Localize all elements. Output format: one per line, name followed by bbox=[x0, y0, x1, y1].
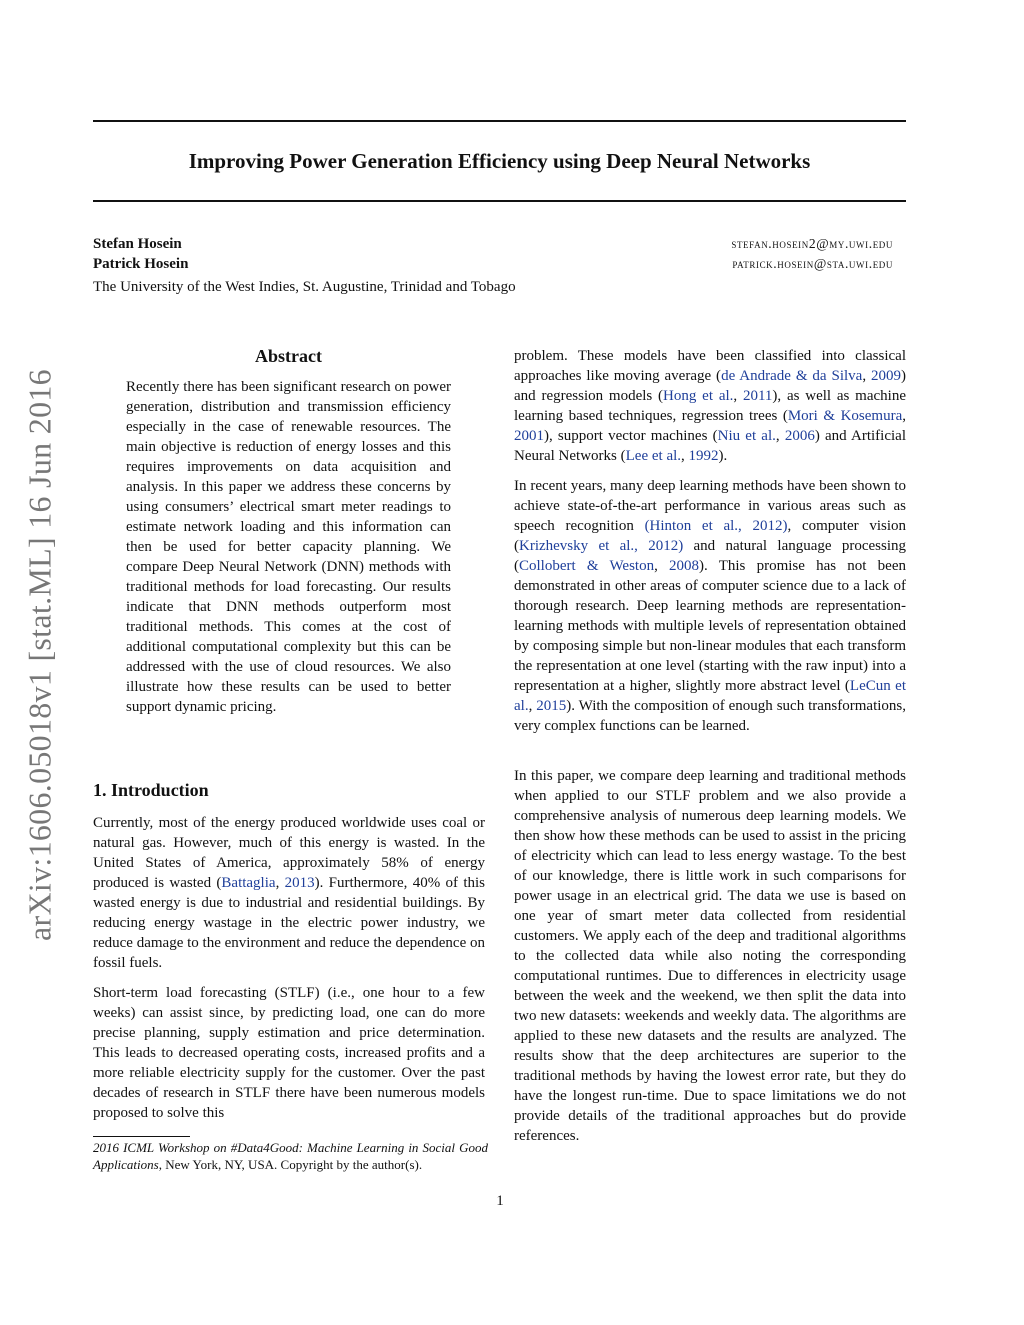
footnote-rule bbox=[93, 1136, 190, 1137]
author-email[interactable]: patrick.hosein@sta.uwi.edu bbox=[732, 256, 893, 271]
citation-link[interactable]: Lee et al. bbox=[625, 448, 682, 464]
footnote bbox=[93, 1140, 488, 1173]
paper-title: Improving Power Generation Efficiency using Deep Neural Networks bbox=[188, 149, 811, 173]
footnote-venue: 2016 ICML Workshop on #Data4Good: Machine Learning in Social Good Applications bbox=[93, 1140, 488, 1172]
citation-link[interactable]: Niu et al. bbox=[717, 428, 776, 444]
citation-link[interactable]: Krizhevsky et al., 2012) bbox=[519, 538, 684, 554]
citation-link[interactable]: Hong et al. bbox=[663, 388, 734, 404]
top-rule bbox=[93, 120, 906, 122]
citation-link[interactable]: Collobert & Weston bbox=[519, 558, 655, 574]
intro-paragraph-4: In recent years, many deep learning methods have been shown to achieve state-of-the-art performance in various areas such as speech recognition (Hinton et al., 2012), computer vision (Krizhevsky et al., 2012) and natural language processing (Collobert & Weston, 2008). This promise has not been demonstrated in other areas of computer science due to a lack of thorough research. Deep learning methods are representation-learning methods with multiple levels of representation obtained by composing simple but non-linear modules that each transform the representation at one level (starting with the raw input) into a representation at a higher, slightly more abstract level (LeCun et al., 2015). With the composition of enough such transformations, very complex functions can be learned. bbox=[514, 478, 907, 734]
citation-link[interactable]: 2013 bbox=[284, 875, 315, 891]
intro-paragraph-1: Currently, most of the energy produced worldwide uses coal or natural gas. However, much of this energy is wasted. In the United States of America, approximately 58% of energy produced is wasted (Battaglia, 2013). Furthermore, 40% of this wasted energy is due to industrial and residential buildings. By reducing energy wastage in the electric power industry, we reduce damage to the environment and reduce the dependence on fossil fuels. bbox=[93, 815, 486, 971]
title-bottom-rule bbox=[93, 200, 906, 202]
author-affiliation: The University of the West Indies, St. Augustine, Trinidad and Tobago bbox=[93, 279, 516, 295]
intro-paragraph-5: In this paper, we compare deep learning and traditional methods when applied to our STLF problem and we also provide a comprehensive analysis of numerous deep learning models. We then show how these methods can be used to assist in the pricing of electricity which can lead to less energy wastage. To the best of our knowledge, there is little work in such comparisons for power usage in an electrical grid. The data we use is based on one year of smart meter data collected from residential customers. We apply each of the deep and traditional algorithms to the collected data while also noting the corresponding computational runtimes. Due to differences in electricity usage between the week and the weekend, we then split the data into two new datasets: weekends and weekly data. The algorithms are applied to these new datasets and the results are analyzed. The results show that the deep architectures are superior to the traditional methods by having the lowest error rate, but they do have the longest run-time. Due to space limitations we do not provide details of the traditional approaches but do provide references. bbox=[514, 768, 906, 1144]
arxiv-stamp: arXiv:1606.05018v1 [stat.ML] 16 Jun 2016 bbox=[21, 369, 58, 941]
author-email[interactable]: stefan.hosein2@my.uwi.edu bbox=[731, 236, 893, 251]
citation-link[interactable]: 2001 bbox=[514, 428, 544, 444]
citation-link[interactable]: 1992 bbox=[688, 448, 719, 464]
page-number: 1 bbox=[496, 1193, 504, 1209]
citation-link[interactable]: 2011 bbox=[742, 388, 773, 404]
author-name: Patrick Hosein bbox=[93, 256, 189, 272]
section-heading: 1. Introduction bbox=[93, 780, 209, 800]
citation-link[interactable]: 2008 bbox=[669, 558, 700, 574]
citation-link[interactable]: LeCun et al. bbox=[514, 678, 906, 714]
citation-link[interactable]: Battaglia bbox=[221, 875, 276, 891]
citation-link[interactable]: de Andrade & da Silva bbox=[721, 368, 863, 384]
abstract-heading: Abstract bbox=[255, 346, 322, 366]
citation-link[interactable]: 2015 bbox=[536, 698, 567, 714]
abstract-text: Recently there has been significant research on power generation, distribution and transmission efficiency especially in the case of renewable resources. The main objective is reduction of energy losses and this requires improvements on data acquisition and analysis. In this paper we address these concerns by using consumers’ electrical smart meter readings to estimate network loading and this information can then be used for better capacity planning. We compare Deep Neural Network (DNN) methods with traditional methods for load forecasting. Our results indicate that DNN methods outperform most traditional methods. This comes at the cost of additional computational complexity but this can be addressed with the use of cloud resources. We also illustrate how these results can be used to better support dynamic pricing. bbox=[126, 379, 451, 715]
citation-link[interactable]: Mori & Kosemura bbox=[787, 408, 903, 424]
footnote-rest: , New York, NY, USA. Copyright by the author(s). bbox=[158, 1156, 423, 1172]
citation-link[interactable]: 2009 bbox=[871, 368, 902, 384]
citation-link[interactable]: 2006 bbox=[784, 428, 815, 444]
citation-link[interactable]: (Hinton et al., 2012) bbox=[644, 518, 788, 534]
intro-paragraph-2: Short-term load forecasting (STLF) (i.e., one hour to a few weeks) can assist since, by predicting load, one can do more precise planning, supply estimation and price determination. This leads to decreased operating costs, increased profits and a more reliable electricity supply for the customer. Over the past decades of research in STLF there have been numerous models proposed to solve this bbox=[93, 985, 485, 1121]
intro-paragraph-3: problem. These models have been classified into classical approaches like moving average (de Andrade & da Silva, 2009) and regression models (Hong et al., 2011), as well as machine learning based techniques, regression trees (Mori & Kosemura, 2001), support vector machines (Niu et al., 2006) and Artificial Neural Networks (Lee et al., 1992). bbox=[514, 348, 907, 464]
author-name: Stefan Hosein bbox=[93, 236, 182, 252]
